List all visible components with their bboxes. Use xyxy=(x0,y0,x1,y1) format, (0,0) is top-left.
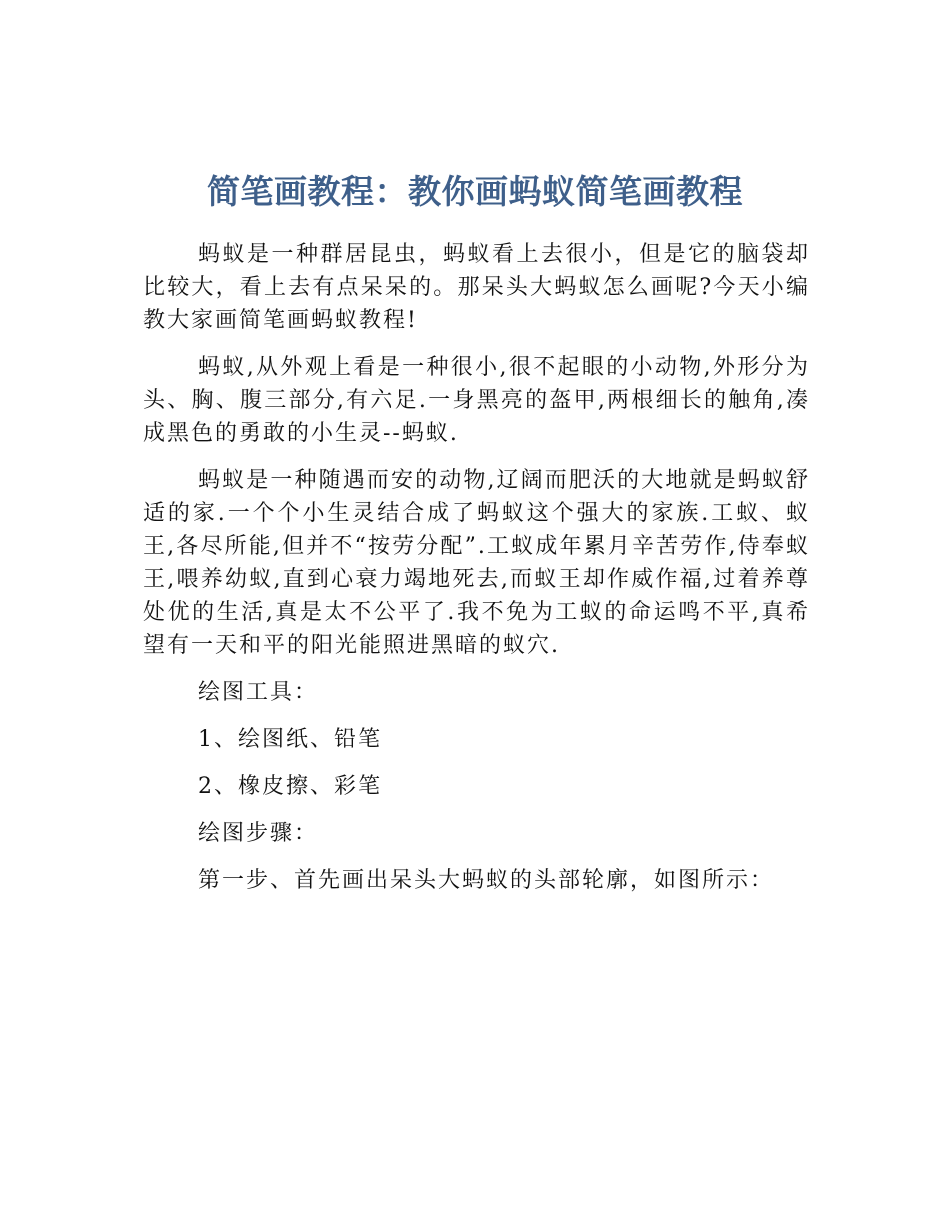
appearance-paragraph: 蚂蚁,从外观上看是一种很小,很不起眼的小动物,外形分为头、胸、腹三部分,有六足.一身黑亮的盔甲,两根细长的触角,凑成黑色的勇敢的小生灵--蚂蚁. xyxy=(143,355,810,446)
tools-heading: 绘图工具： xyxy=(198,680,319,705)
step-1-text: 第一步、首先画出呆头大蚂蚁的头部轮廓，如图所示： xyxy=(198,868,775,893)
tool-item-1: 1、绘图纸、铅笔 xyxy=(198,727,382,752)
tool-item-2: 2、橡皮擦、彩笔 xyxy=(198,774,382,799)
steps-heading: 绘图步骤： xyxy=(198,821,319,846)
intro-paragraph: 蚂蚁是一种群居昆虫，蚂蚁看上去很小，但是它的脑袋却比较大，看上去有点呆呆的。那呆头大蚂蚁怎么画呢?今天小编教大家画简笔画蚂蚁教程! xyxy=(143,242,810,333)
document-body xyxy=(143,238,810,911)
document-title: 简笔画教程：教你画蚂蚁简笔画教程 xyxy=(207,172,743,212)
colony-paragraph: 蚂蚁是一种随遇而安的动物,辽阔而肥沃的大地就是蚂蚁舒适的家.一个个小生灵结合成了蚂蚁这个强大的家族.工蚁、蚁王,各尽所能,但并不“按劳分配”.工蚁成年累月辛苦劳作,侍奉蚁王,喂养幼蚁,直到心衰力竭地死去,而蚁王却作威作福,过着养尊处优的生活,真是太不公平了.我不免为工蚁的命运鸣不平,真希望有一天和平的阳光能照进黑暗的蚁穴. xyxy=(143,468,810,658)
